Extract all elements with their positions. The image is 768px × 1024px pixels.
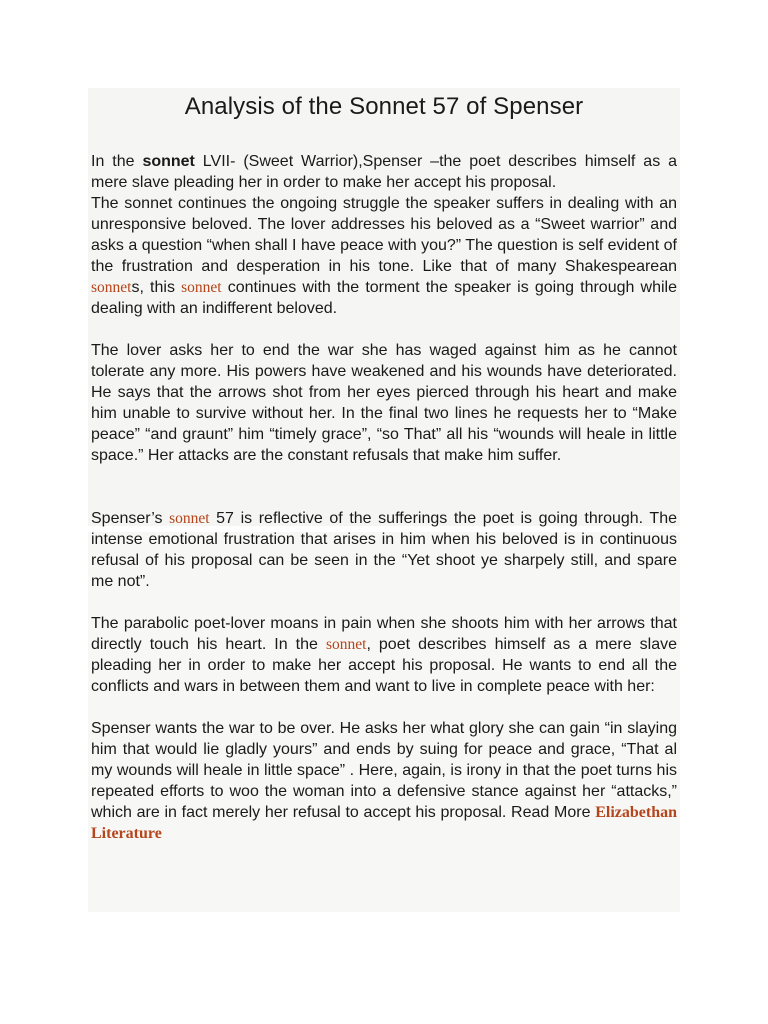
text: The sonnet continues the ongoing struggle the speaker suffers in dealing with an unresponsive beloved. The lover addresses his beloved as a “Sweet warrior” and asks a question “when shall I have peace with you?” The question is self evident of the frustration and desperation in his tone. Like that of many Shakespearean bbox=[91, 195, 677, 275]
sonnet-link[interactable]: sonnet bbox=[325, 636, 367, 653]
sonnet-link[interactable]: sonnet bbox=[91, 279, 132, 296]
text: continues with the torment the speaker is going through while dealing with an indifferent beloved. bbox=[91, 279, 677, 317]
text: (Sweet Warrior),Spenser –the poet describes himself as a mere slave pleading her in order to make her accept his proposal. bbox=[91, 153, 678, 191]
paragraph-5 bbox=[91, 613, 677, 697]
spacer bbox=[91, 466, 677, 508]
paragraph-1 bbox=[91, 151, 677, 193]
paragraph-4 bbox=[91, 508, 677, 592]
text: , poet describes himself as a mere slave pleading her in order to make her accept his proposal. He wants to end all the conflicts and wars in between them and want to live in complete peace with her: bbox=[91, 636, 677, 695]
text: In the bbox=[91, 153, 143, 170]
page-title: Analysis of the Sonnet 57 of Spenser bbox=[184, 93, 584, 120]
paragraph-3: The lover asks her to end the war she has waged against him as he cannot tolerate any more. His powers have weakened and his wounds have deteriorated. He says that the arrows shot from her eyes pierced through his heart and make him unable to survive without her. In the final two lines he requests her to “Make peace” “and graunt” him “timely grace”, “so That” all his “wounds will heale in little space.” Her attacks are the constant refusals that make him suffer. bbox=[91, 342, 677, 464]
text: 57 is reflective of the sufferings the poet is going through. The intense emotional frustration that arises in him when his beloved is in continuous refusal of his proposal can be seen in the “Yet shoot ye sharpely still, and spare me not”. bbox=[91, 510, 677, 590]
text: LVII- bbox=[194, 153, 236, 170]
text: Spenser wants the war to be over. He asks her what glory she can gain “in slaying him that would lie gladly yours” and ends by suing for peace and grace, “That al my wounds will heale in little space” . Here, again, is irony in that the poet turns his repeated efforts to woo the woman into a defensive stance against her “attacks,” which are in fact merely her refusal to accept his proposal. Read More bbox=[91, 720, 677, 821]
sonnet-link[interactable]: sonnet bbox=[169, 510, 210, 527]
elizabethan-literature-link[interactable]: Elizabethan Literature bbox=[91, 804, 677, 842]
spacer bbox=[91, 697, 677, 718]
text: Spenser’s bbox=[91, 510, 170, 527]
paragraph-6 bbox=[91, 718, 677, 844]
paragraph-2 bbox=[91, 193, 677, 319]
article-body bbox=[91, 151, 677, 844]
spacer bbox=[91, 319, 677, 340]
sonnet-link[interactable]: sonnet bbox=[181, 279, 222, 296]
spacer bbox=[91, 592, 677, 613]
bold-term: sonnet bbox=[142, 153, 195, 170]
text: s, this bbox=[131, 279, 182, 296]
text: The parabolic poet-lover moans in pain when she shoots him with her arrows that directly touch his heart. In the bbox=[91, 615, 677, 653]
